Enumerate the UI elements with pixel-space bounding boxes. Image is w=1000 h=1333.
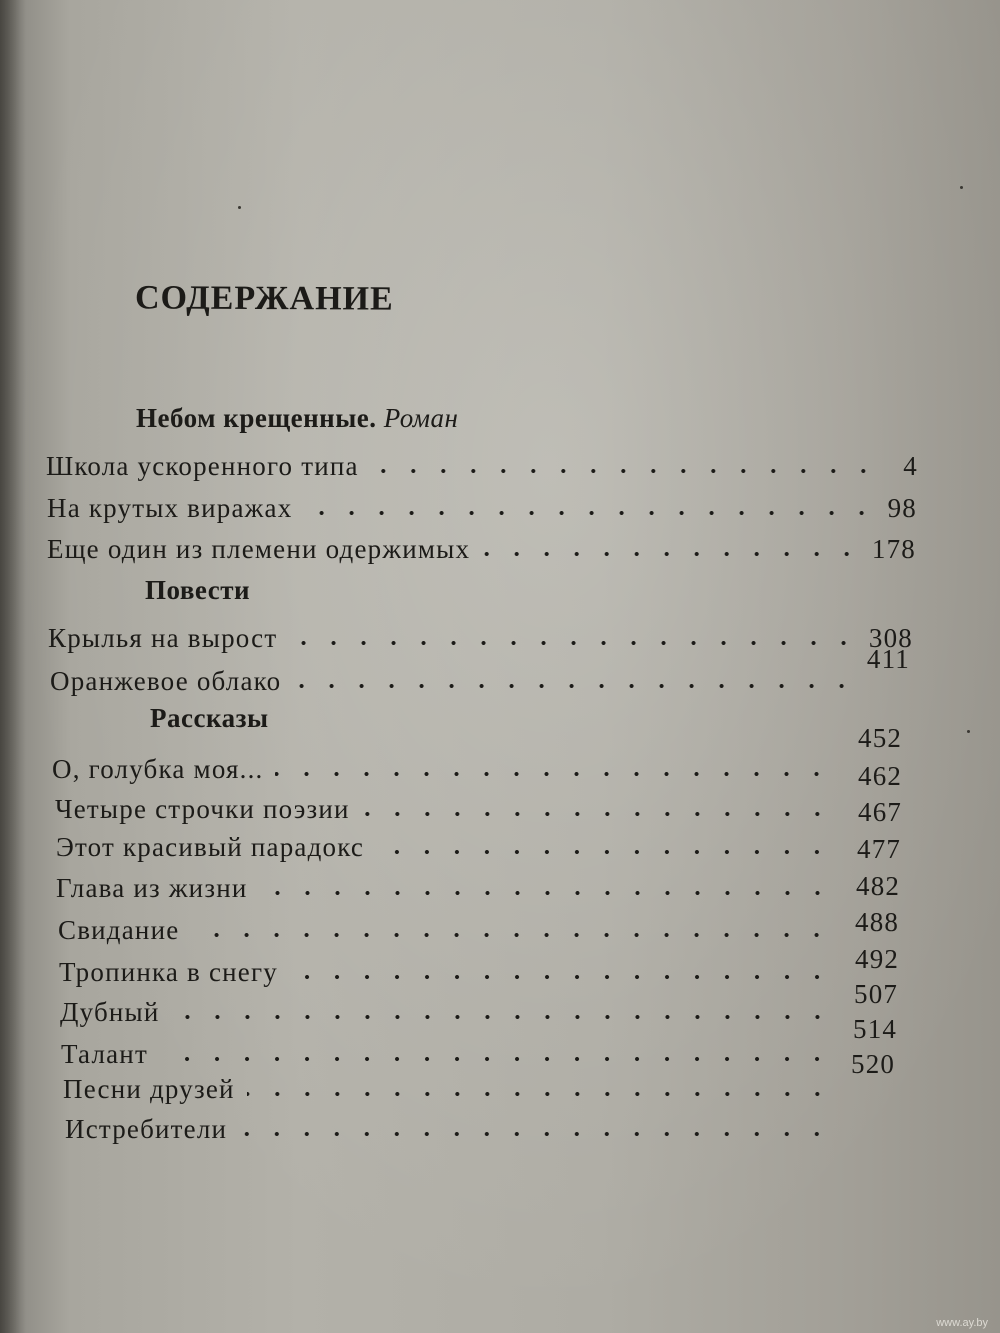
- dot-leader: [260, 891, 833, 895]
- toc-page-number: 507: [854, 979, 899, 1009]
- contents-heading: СОДЕРЖАНИЕ: [134, 279, 394, 318]
- dot-leader: [371, 469, 878, 473]
- toc-page-number: 411: [866, 644, 910, 674]
- toc-entry-title: О, голубка моя...: [52, 754, 264, 784]
- toc-entry-title: Талант: [61, 1039, 148, 1069]
- toc-entry: [52, 745, 842, 785]
- toc-entry-title: Этот красивый парадокс: [56, 832, 365, 862]
- toc-entry: [59, 948, 842, 988]
- toc-entry-title: Тропинка в снегу: [59, 957, 278, 987]
- toc-entry: [58, 906, 842, 946]
- toc-entry-title: Еще один из племени одержимых: [47, 534, 471, 564]
- dot-leader: [290, 975, 832, 979]
- toc-page-number: 520: [851, 1049, 896, 1079]
- toc-entry: [56, 823, 842, 863]
- novel-genre: Роман: [383, 403, 459, 433]
- toc-entry-title: На крутых виражах: [47, 493, 293, 523]
- toc-page-number: 308: [868, 623, 913, 653]
- toc-entry: [65, 1105, 842, 1145]
- toc-entry-title: Крылья на вырост: [48, 623, 278, 653]
- toc-page-number: 178: [871, 534, 916, 564]
- dot-leader: [275, 772, 832, 776]
- dot-leader: [376, 850, 832, 854]
- toc-entry-title: Оранжевое облако: [50, 666, 282, 696]
- dot-leader: [304, 511, 877, 515]
- toc-entry: [63, 1065, 842, 1105]
- toc-entry: [61, 1030, 842, 1070]
- page-spine-shadow: [0, 0, 26, 1333]
- toc-page-number: 462: [858, 761, 903, 791]
- toc-entry-title: Дубный: [60, 997, 160, 1027]
- novel-title: Небом крещенные.: [136, 403, 377, 433]
- dot-leader: [289, 641, 859, 645]
- watermark: www.ay.by: [936, 1317, 988, 1329]
- section-heading-stories: Рассказы: [150, 703, 269, 733]
- toc-entry: [48, 614, 913, 654]
- dot-leader: [160, 1057, 832, 1061]
- toc-entry: [50, 644, 910, 697]
- toc-page-number: 452: [858, 723, 903, 753]
- toc-entry: [56, 864, 842, 904]
- toc-entry-title: Истребители: [65, 1114, 228, 1144]
- section-heading-novel: [136, 403, 458, 434]
- toc-entry: [47, 484, 917, 524]
- toc-entry-title: Свидание: [58, 915, 180, 945]
- toc-page-number: 488: [855, 907, 900, 937]
- toc-page-number: 4: [903, 451, 918, 481]
- toc-page-number: 98: [887, 493, 917, 523]
- toc-page-number: 477: [857, 834, 902, 864]
- dot-leader: [191, 933, 832, 937]
- paper-speck: [967, 730, 970, 733]
- toc-entry-title: Четыре строчки поэзии: [55, 794, 350, 824]
- paper-speck: [960, 186, 963, 189]
- paper-speck: [238, 206, 241, 209]
- toc-page-number: 467: [858, 797, 903, 827]
- toc-entry-title: Школа ускоренного типа: [46, 451, 359, 481]
- toc-entry-title: Глава из жизни: [56, 873, 248, 903]
- toc-entry: [47, 525, 916, 565]
- dot-leader: [482, 552, 862, 556]
- toc-entry: [55, 785, 842, 825]
- toc-page-number: 482: [856, 871, 901, 901]
- toc-entry-title: Песни друзей: [63, 1074, 235, 1104]
- dot-leader: [172, 1015, 832, 1019]
- dot-leader: [293, 684, 857, 688]
- toc-entry: [60, 988, 842, 1028]
- dot-leader: [247, 1092, 832, 1096]
- toc-page-number: 492: [855, 944, 900, 974]
- toc-page-number: 514: [853, 1014, 898, 1044]
- dot-leader: [362, 812, 832, 816]
- section-heading-novellas: Повести: [145, 575, 251, 605]
- toc-entry: [46, 442, 918, 482]
- dot-leader: [239, 1132, 832, 1136]
